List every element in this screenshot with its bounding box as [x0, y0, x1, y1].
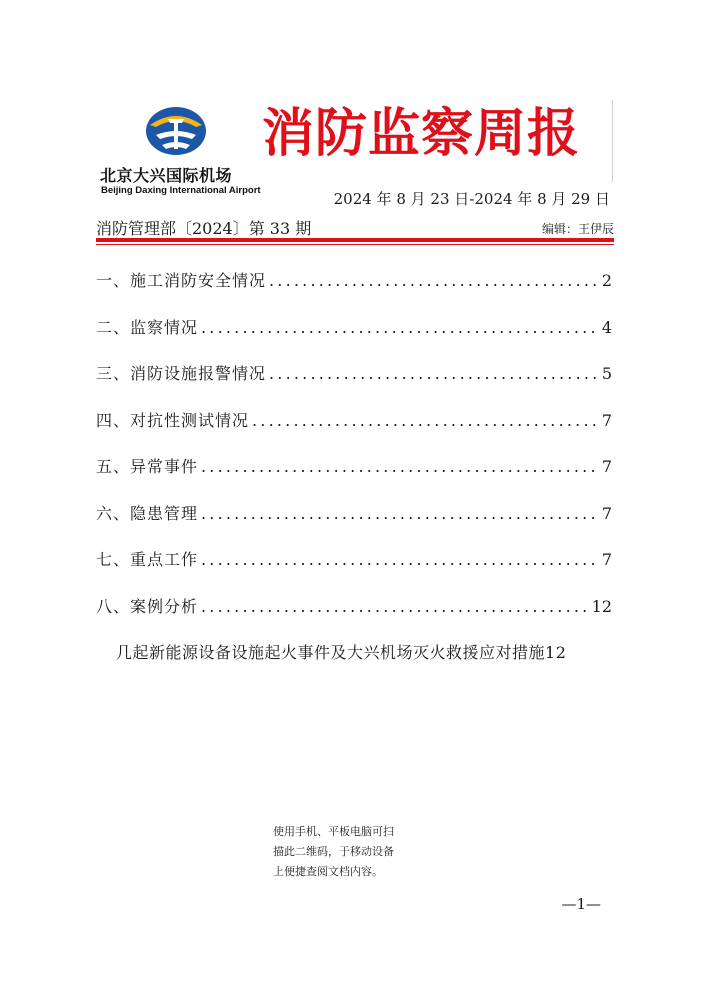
- page-number: —1—: [561, 895, 601, 913]
- toc-entry-page: 7: [601, 410, 612, 430]
- toc-entry-page: 4: [601, 317, 612, 337]
- toc-entry-page: 12: [591, 596, 612, 616]
- toc-entry-label: 五、异常事件: [96, 457, 199, 476]
- toc-entry-page: 5: [601, 364, 612, 383]
- qr-code-note: [273, 822, 423, 882]
- toc-entry-abnormal-events[interactable]: [96, 454, 612, 501]
- toc-entry-page: 7: [601, 457, 612, 476]
- header-divider: [612, 100, 613, 182]
- qr-note-line: 描此二维码，于移动设备: [273, 845, 394, 858]
- toc-leader-dots: [201, 550, 599, 569]
- toc-entry-page: 7: [601, 550, 612, 569]
- toc-leader-dots: [269, 271, 599, 290]
- toc-entry-adversarial-test[interactable]: [96, 408, 612, 455]
- airport-name-en: Beijing Daxing International Airport: [101, 185, 261, 196]
- toc-leader-dots: [201, 597, 589, 616]
- issue-number: 消防管理部〔2024〕第 33 期: [96, 219, 312, 238]
- toc-entry-label: 八、案例分析: [96, 596, 199, 616]
- qr-note-line: 上便捷查阅文档内容。: [273, 865, 383, 878]
- toc-entry-case-analysis[interactable]: [96, 594, 612, 641]
- toc-entry-label: 二、监察情况: [96, 317, 199, 337]
- airport-logo: [100, 105, 260, 200]
- qr-note-line: 使用手机、平板电脑可扫: [273, 825, 394, 838]
- toc-entry-alarms[interactable]: [96, 361, 612, 408]
- toc-entry-label: 七、重点工作: [96, 550, 199, 569]
- toc-leader-dots: [201, 457, 599, 476]
- editor-credit: 编辑：王伊辰: [541, 222, 614, 236]
- toc-entry-key-work[interactable]: [96, 547, 612, 594]
- toc-leader-dots: [201, 504, 599, 523]
- toc-entry-label: 一、施工消防安全情况: [96, 271, 267, 290]
- toc-entry-hazard-management[interactable]: [96, 501, 612, 548]
- toc-entry-page: 2: [601, 271, 612, 290]
- date-range: 2024 年 8 月 23 日-2024 年 8 月 29 日: [333, 190, 610, 208]
- toc-leader-dots: [269, 364, 599, 383]
- airport-name-cn: 北京大兴国际机场: [100, 166, 233, 185]
- toc-leader-dots: [252, 411, 599, 430]
- header-rule-thick: [96, 238, 614, 242]
- toc-entry-label: 四、对抗性测试情况: [96, 410, 250, 430]
- toc-entry-page: 7: [601, 503, 612, 523]
- toc-sub-entry-new-energy-fires[interactable]: [96, 640, 612, 676]
- table-of-contents: [96, 268, 612, 676]
- toc-sub-entry-page: 12: [545, 643, 567, 662]
- toc-leader-dots: [201, 318, 599, 337]
- toc-entry-label: 三、消防设施报警情况: [96, 364, 267, 383]
- toc-sub-entry-label: 几起新能源设备设施起火事件及大兴机场灭火救援应对措施: [116, 643, 546, 662]
- toc-entry-inspection[interactable]: [96, 315, 612, 362]
- report-title: 消防监察周报: [262, 103, 581, 164]
- header-rule-thin: [96, 244, 614, 245]
- toc-entry-construction[interactable]: [96, 268, 612, 315]
- airport-logo-icon: [144, 105, 208, 163]
- toc-entry-label: 六、隐患管理: [96, 503, 199, 523]
